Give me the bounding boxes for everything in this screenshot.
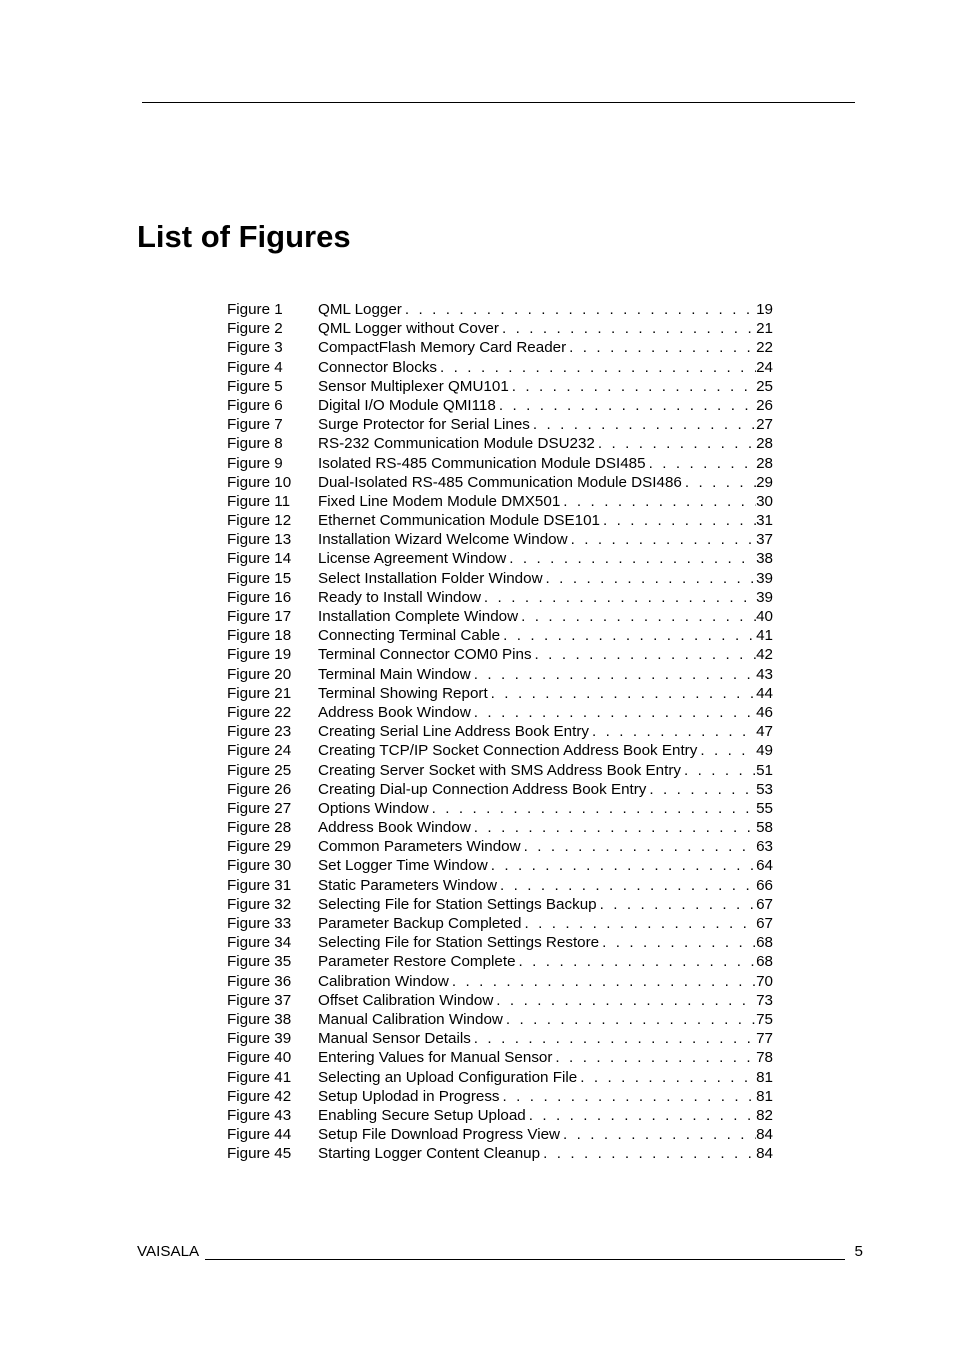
figure-page-number: 40 xyxy=(756,608,773,625)
figure-title: Surge Protector for Serial Lines xyxy=(318,416,530,434)
figure-title: Installation Wizard Welcome Window xyxy=(318,531,568,549)
dot-leader xyxy=(529,1106,756,1125)
figure-entry[interactable] xyxy=(227,722,773,741)
dot-leader xyxy=(592,722,756,741)
dot-leader xyxy=(474,1029,756,1048)
dot-leader xyxy=(580,1068,756,1087)
figure-title: Entering Values for Manual Sensor xyxy=(318,1049,553,1067)
figure-label: Figure 33 xyxy=(227,915,292,932)
dot-leader xyxy=(602,933,756,952)
figure-title: Selecting File for Station Settings Backup xyxy=(318,895,597,913)
figure-label: Figure 8 xyxy=(227,435,283,453)
dot-leader xyxy=(432,799,757,818)
footer-rule xyxy=(205,1259,845,1260)
figure-title: Set Logger Time Window xyxy=(318,857,488,875)
figure-page-number: 47 xyxy=(756,723,773,741)
figure-entry[interactable] xyxy=(227,569,773,588)
figure-entry[interactable] xyxy=(227,588,773,607)
figure-label: Figure 4 xyxy=(227,358,283,376)
figure-list xyxy=(227,300,773,1163)
figure-label: Figure 20 xyxy=(227,665,292,683)
figure-page-number: 26 xyxy=(756,396,773,414)
figure-title: Connector Blocks xyxy=(318,358,438,376)
dot-leader xyxy=(649,454,757,473)
dot-leader xyxy=(543,1144,756,1163)
figure-page-number: 73 xyxy=(756,991,773,1009)
figure-title: Isolated RS-485 Communication Module DSI485 xyxy=(318,454,646,472)
figure-page-number: 66 xyxy=(756,876,773,894)
dot-leader xyxy=(524,914,756,933)
figure-label: Figure 17 xyxy=(227,608,292,625)
dot-leader xyxy=(474,665,756,684)
figure-title: Parameter Backup Completed xyxy=(318,915,522,932)
figure-label: Figure 12 xyxy=(227,512,292,530)
figure-page-number: 67 xyxy=(756,895,773,913)
figure-title: Ready to Install Window xyxy=(318,588,481,606)
figure-title: Enabling Secure Setup Upload xyxy=(318,1106,526,1124)
figure-page-number: 46 xyxy=(756,703,773,721)
figure-entry[interactable] xyxy=(227,933,773,952)
dot-leader xyxy=(484,588,756,607)
figure-entry[interactable] xyxy=(227,607,773,626)
figure-page-number: 68 xyxy=(756,953,773,971)
figure-entry[interactable] xyxy=(227,1068,773,1087)
figure-entry[interactable] xyxy=(227,684,773,703)
figure-title: Manual Calibration Window xyxy=(318,1010,503,1028)
figure-entry[interactable] xyxy=(227,434,773,453)
figure-label: Figure 7 xyxy=(227,416,283,434)
figure-page-number: 81 xyxy=(756,1068,773,1086)
figure-entry[interactable] xyxy=(227,1144,773,1163)
figure-page-number: 67 xyxy=(756,915,773,932)
figure-page-number: 39 xyxy=(756,588,773,606)
dot-leader xyxy=(524,837,757,856)
figure-entry[interactable] xyxy=(227,876,773,895)
figure-entry[interactable] xyxy=(227,799,773,818)
dot-leader xyxy=(499,396,756,415)
figure-title: Creating TCP/IP Socket Connection Address Book Entry xyxy=(318,742,698,760)
figure-page-number: 37 xyxy=(756,531,773,549)
figure-label: Figure 44 xyxy=(227,1126,292,1144)
figure-entry[interactable] xyxy=(227,952,773,971)
dot-leader xyxy=(598,434,756,453)
figure-entry[interactable] xyxy=(227,415,773,434)
dot-leader xyxy=(600,895,757,914)
figure-title: Connecting Terminal Cable xyxy=(318,627,501,645)
dot-leader xyxy=(563,492,756,511)
figure-label: Figure 28 xyxy=(227,819,292,837)
figure-title: Terminal Showing Report xyxy=(318,684,488,702)
dot-leader xyxy=(500,876,756,895)
figure-title: Common Parameters Window xyxy=(318,838,521,856)
figure-entry[interactable] xyxy=(227,703,773,722)
figure-page-number: 19 xyxy=(756,301,773,318)
figure-page-number: 31 xyxy=(756,512,773,530)
figure-title: Setup Uplodad in Progress xyxy=(318,1087,500,1105)
figure-title: Select Installation Folder Window xyxy=(318,569,543,587)
figure-label: Figure 22 xyxy=(227,703,292,721)
figure-label: Figure 21 xyxy=(227,684,292,702)
figure-label: Figure 26 xyxy=(227,780,292,798)
figure-title: CompactFlash Memory Card Reader xyxy=(318,339,567,357)
figure-title: Setup File Download Progress View xyxy=(318,1126,560,1144)
dot-leader xyxy=(555,1048,756,1067)
figure-entry[interactable] xyxy=(227,530,773,549)
figure-title: License Agreement Window xyxy=(318,550,507,568)
figure-entry[interactable] xyxy=(227,358,773,377)
figure-label: Figure 29 xyxy=(227,838,292,856)
figure-label: Figure 37 xyxy=(227,991,292,1009)
figure-entry[interactable] xyxy=(227,780,773,799)
dot-leader xyxy=(533,415,756,434)
figure-label: Figure 36 xyxy=(227,972,292,990)
figure-label: Figure 27 xyxy=(227,799,292,817)
figure-entry[interactable] xyxy=(227,396,773,415)
dot-leader xyxy=(700,741,756,760)
figure-title: Sensor Multiplexer QMU101 xyxy=(318,377,509,395)
figure-entry[interactable] xyxy=(227,1125,773,1144)
figure-entry[interactable] xyxy=(227,837,773,856)
dot-leader xyxy=(491,856,756,875)
figure-page-number: 27 xyxy=(756,416,773,434)
figure-entry[interactable] xyxy=(227,454,773,473)
dot-leader xyxy=(546,569,757,588)
figure-page-number: 44 xyxy=(756,684,773,702)
figure-page-number: 43 xyxy=(756,665,773,683)
figure-entry[interactable] xyxy=(227,991,773,1010)
figure-label: Figure 23 xyxy=(227,723,292,741)
figure-label: Figure 40 xyxy=(227,1049,292,1067)
figure-entry[interactable] xyxy=(227,1048,773,1067)
figure-page-number: 42 xyxy=(756,646,773,664)
figure-label: Figure 31 xyxy=(227,876,292,894)
dot-leader xyxy=(571,530,757,549)
figure-label: Figure 38 xyxy=(227,1010,292,1028)
dot-leader xyxy=(496,991,756,1010)
dot-leader xyxy=(563,1125,756,1144)
figure-title: Terminal Main Window xyxy=(318,665,471,683)
dot-leader xyxy=(491,684,756,703)
dot-leader xyxy=(474,703,756,722)
figure-entry[interactable] xyxy=(227,645,773,664)
figure-title: Installation Complete Window xyxy=(318,608,519,625)
figure-page-number: 30 xyxy=(756,492,773,510)
figure-label: Figure 24 xyxy=(227,742,292,760)
dot-leader xyxy=(569,338,756,357)
figure-page-number: 41 xyxy=(756,627,773,645)
figure-label: Figure 43 xyxy=(227,1106,292,1124)
dot-leader xyxy=(649,780,756,799)
figure-title: Digital I/O Module QMI118 xyxy=(318,396,496,414)
figure-label: Figure 15 xyxy=(227,569,292,587)
figure-title: Creating Serial Line Address Book Entry xyxy=(318,723,589,741)
dot-leader xyxy=(521,607,756,626)
dot-leader xyxy=(512,377,756,396)
dot-leader xyxy=(474,818,756,837)
figure-title: Selecting an Upload Configuration File xyxy=(318,1068,578,1086)
figure-page-number: 77 xyxy=(756,1030,773,1048)
dot-leader xyxy=(503,626,756,645)
header-rule xyxy=(142,102,855,103)
dot-leader xyxy=(440,358,756,377)
dot-leader xyxy=(506,1010,756,1029)
figure-title: RS-232 Communication Module DSU232 xyxy=(318,435,595,453)
figure-title: Selecting File for Station Settings Restore xyxy=(318,934,600,952)
figure-label: Figure 19 xyxy=(227,646,292,664)
figure-page-number: 22 xyxy=(756,339,773,357)
figure-label: Figure 45 xyxy=(227,1145,292,1163)
figure-entry[interactable] xyxy=(227,818,773,837)
figure-title: QML Logger xyxy=(318,301,402,318)
figure-entry[interactable] xyxy=(227,377,773,396)
figure-label: Figure 11 xyxy=(227,492,291,510)
figure-title: Creating Server Socket with SMS Address Book Entry xyxy=(318,761,681,779)
figure-title: Dual-Isolated RS-485 Communication Module DSI486 xyxy=(318,473,682,491)
figure-entry[interactable] xyxy=(227,511,773,530)
figure-page-number: 75 xyxy=(756,1010,773,1028)
figure-title: Ethernet Communication Module DSE101 xyxy=(318,512,600,530)
figure-entry[interactable] xyxy=(227,473,773,492)
figure-page-number: 24 xyxy=(756,358,773,376)
figure-entry[interactable] xyxy=(227,1010,773,1029)
figure-page-number: 63 xyxy=(756,838,773,856)
figure-entry[interactable] xyxy=(227,741,773,760)
figure-page-number: 78 xyxy=(756,1049,773,1067)
figure-title: Starting Logger Content Cleanup xyxy=(318,1145,541,1163)
figure-page-number: 58 xyxy=(756,819,773,837)
dot-leader xyxy=(603,511,756,530)
figure-label: Figure 3 xyxy=(227,339,283,357)
figure-entry[interactable] xyxy=(227,1106,773,1125)
figure-entry[interactable] xyxy=(227,300,773,319)
dot-leader xyxy=(519,952,757,971)
dot-leader xyxy=(502,319,756,338)
figure-label: Figure 6 xyxy=(227,396,283,414)
figure-title: Terminal Connector COM0 Pins xyxy=(318,646,532,664)
figure-label: Figure 35 xyxy=(227,953,292,971)
figure-page-number: 28 xyxy=(756,435,773,453)
figure-entry[interactable] xyxy=(227,626,773,645)
figure-label: Figure 1 xyxy=(227,301,283,318)
figure-title: Address Book Window xyxy=(318,819,471,837)
footer-brand: VAISALA xyxy=(137,1243,200,1260)
page-number: 5 xyxy=(854,1243,863,1260)
figure-title: Fixed Line Modem Module DMX501 xyxy=(318,492,561,510)
figure-title: Offset Calibration Window xyxy=(318,991,494,1009)
figure-label: Figure 32 xyxy=(227,895,292,913)
figure-title: QML Logger without Cover xyxy=(318,320,499,338)
figure-label: Figure 18 xyxy=(227,627,292,645)
figure-title: Parameter Restore Complete xyxy=(318,953,516,971)
figure-entry[interactable] xyxy=(227,761,773,780)
figure-title: Static Parameters Window xyxy=(318,876,497,894)
figure-label: Figure 39 xyxy=(227,1030,292,1048)
figure-title: Options Window xyxy=(318,799,429,817)
figure-label: Figure 5 xyxy=(227,377,283,395)
figure-page-number: 28 xyxy=(756,454,773,472)
figure-page-number: 29 xyxy=(756,473,773,491)
figure-page-number: 82 xyxy=(756,1106,773,1124)
dot-leader xyxy=(405,300,756,319)
figure-label: Figure 41 xyxy=(227,1068,292,1086)
figure-entry[interactable] xyxy=(227,914,773,933)
dot-leader xyxy=(685,473,756,492)
figure-page-number: 84 xyxy=(756,1126,773,1144)
page-footer xyxy=(137,1242,863,1262)
figure-page-number: 49 xyxy=(756,742,773,760)
figure-page-number: 81 xyxy=(756,1087,773,1105)
dot-leader xyxy=(684,761,756,780)
figure-label: Figure 25 xyxy=(227,761,292,779)
figure-label: Figure 14 xyxy=(227,550,292,568)
figure-label: Figure 10 xyxy=(227,473,292,491)
figure-title: Manual Sensor Details xyxy=(318,1030,471,1048)
figure-label: Figure 16 xyxy=(227,588,292,606)
dot-leader xyxy=(509,549,756,568)
figure-entry[interactable] xyxy=(227,895,773,914)
figure-label: Figure 13 xyxy=(227,531,292,549)
figure-entry[interactable] xyxy=(227,856,773,875)
figure-entry[interactable] xyxy=(227,1029,773,1048)
figure-page-number: 53 xyxy=(756,780,773,798)
page-title: List of Figures xyxy=(137,219,351,254)
figure-page-number: 64 xyxy=(756,857,773,875)
figure-page-number: 51 xyxy=(756,761,773,779)
figure-label: Figure 34 xyxy=(227,934,292,952)
figure-page-number: 68 xyxy=(756,934,773,952)
figure-entry[interactable] xyxy=(227,665,773,684)
dot-leader xyxy=(535,645,757,664)
figure-page-number: 84 xyxy=(756,1145,773,1163)
figure-page-number: 25 xyxy=(756,377,773,395)
figure-page-number: 39 xyxy=(756,569,773,587)
figure-entry[interactable] xyxy=(227,549,773,568)
figure-entry[interactable] xyxy=(227,319,773,338)
figure-entry[interactable] xyxy=(227,492,773,511)
figure-entry[interactable] xyxy=(227,1087,773,1106)
figure-title: Calibration Window xyxy=(318,972,449,990)
figure-page-number: 38 xyxy=(756,550,773,568)
figure-entry[interactable] xyxy=(227,338,773,357)
figure-page-number: 55 xyxy=(756,799,773,817)
figure-page-number: 70 xyxy=(756,972,773,990)
figure-title: Creating Dial-up Connection Address Book Entry xyxy=(318,780,647,798)
figure-page-number: 21 xyxy=(756,320,773,338)
figure-label: Figure 9 xyxy=(227,454,283,472)
dot-leader xyxy=(452,972,756,991)
dot-leader xyxy=(503,1087,757,1106)
figure-title: Address Book Window xyxy=(318,703,471,721)
figure-entry[interactable] xyxy=(227,972,773,991)
figure-label: Figure 30 xyxy=(227,857,292,875)
figure-label: Figure 42 xyxy=(227,1087,292,1105)
figure-label: Figure 2 xyxy=(227,320,283,338)
